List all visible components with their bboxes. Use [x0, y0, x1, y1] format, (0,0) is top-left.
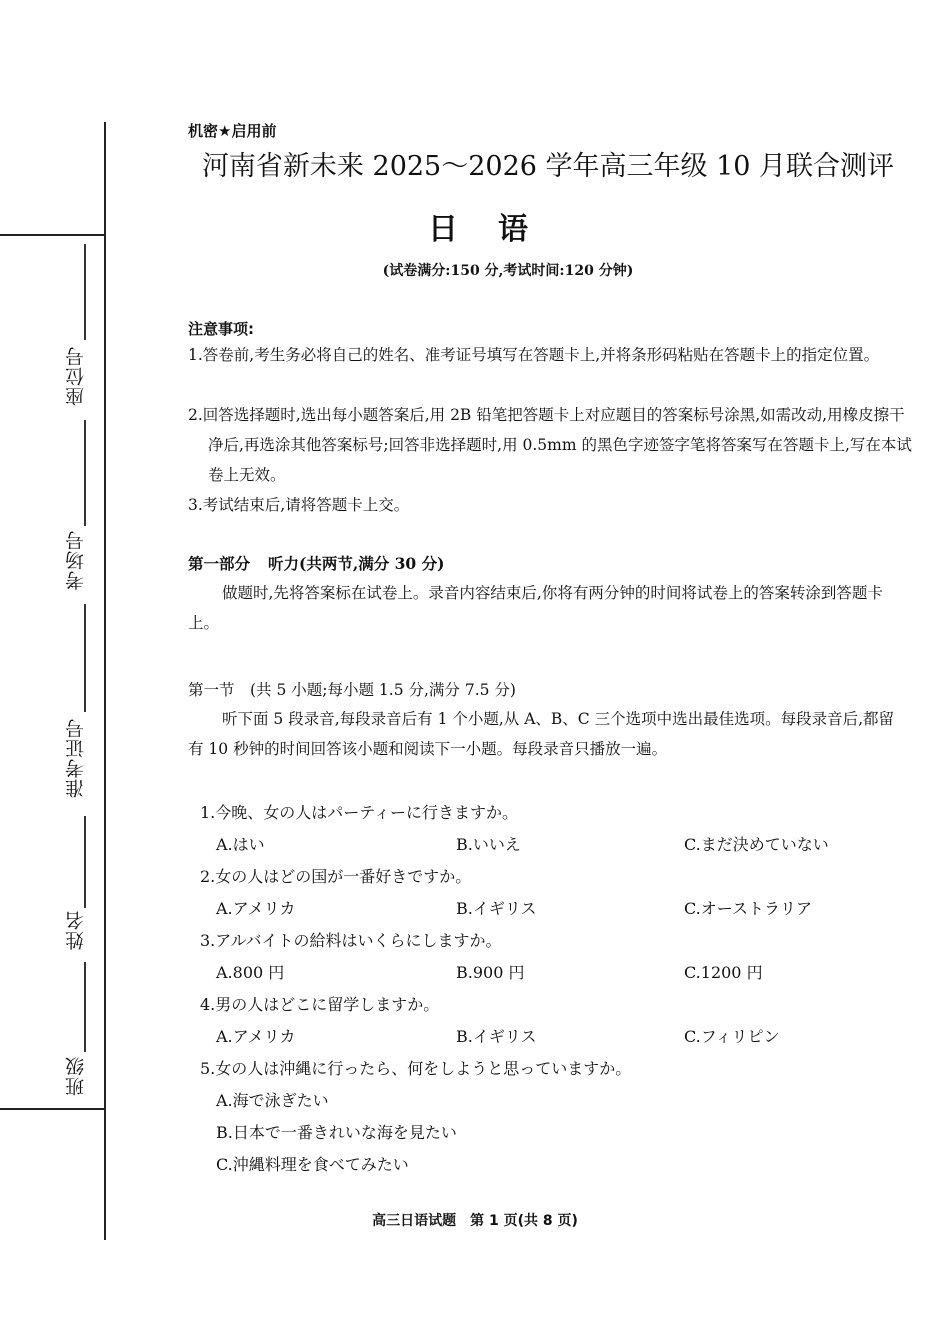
q5-option-a: A.海で泳ぎたい: [216, 1091, 329, 1110]
class-label: 班级: [65, 1056, 87, 1096]
binding-vertical-line: [104, 122, 106, 1240]
binding-line-top: [0, 234, 104, 236]
notice-item: 3.考试结束后,请将答题卡上交。: [188, 496, 410, 514]
notice-item: 2.回答选择题时,选出每小题答案后,用 2B 铅笔把答题卡上对应题目的答案标号涂黑,如需改动,用橡皮擦干净后,再选涂其他答案标号;回答非选择题时,用 0.5mm 的黑色字迹签字笔将答案写在答题卡上,写在本试卷上无效。: [188, 406, 912, 484]
q3-option-a: A.800 円: [216, 963, 285, 982]
candidate-number-label: 准考证号: [65, 718, 87, 798]
q4-option-b: B.イギリス: [456, 1027, 537, 1046]
name-line: [84, 816, 86, 908]
part1-title: [188, 552, 444, 574]
seat-number-label: 座位号: [65, 346, 87, 406]
q2-option-a: A.アメリカ: [216, 899, 296, 918]
binding-margin: [0, 0, 120, 1343]
q5-option-b: B.日本で一番きれいな海を見たい: [216, 1123, 457, 1142]
q1-option-b: B.いいえ: [456, 835, 521, 854]
seat-number-line: [84, 244, 86, 340]
q3-option-c: C.1200 円: [684, 963, 763, 982]
q5-option-c: C.沖縄料理を食べてみたい: [216, 1155, 409, 1174]
q4-option-a: A.アメリカ: [216, 1027, 296, 1046]
question-2: 2.女の人はどの国が一番好きですか。: [200, 867, 472, 886]
section1-title: 第一节 (共 5 小题;每小题 1.5 分,满分 7.5 分): [188, 681, 516, 699]
name-label: 姓名: [65, 910, 87, 950]
part1-label: 第一部分: [188, 554, 251, 573]
exam-title: 河南省新未来 2025～2026 学年高三年级 10 月联合测评: [201, 151, 895, 182]
subject-title: 日语: [428, 212, 568, 247]
part1-heading: 听力(共两节,满分 30 分): [268, 554, 445, 573]
q3-option-b: B.900 円: [456, 963, 525, 982]
q4-option-c: C.フィリピン: [684, 1027, 780, 1046]
exam-room-label: 考场号: [65, 530, 87, 590]
question-1: 1.今晚、女の人はパーティーに行きますか。: [200, 803, 518, 822]
q1-option-a: A.はい: [216, 835, 265, 854]
class-line: [84, 962, 86, 1052]
question-3: 3.アルバイトの給料はいくらにしますか。: [200, 931, 502, 950]
notice-item: 1.答卷前,考生务必将自己的姓名、准考证号填写在答题卡上,并将条形码粘贴在答题卡上的指定位置。: [188, 346, 880, 364]
part1-instruction: 做题时,先将答案标在试卷上。录音内容结束后,你将有两分钟的时间将试卷上的答案转涂到答题卡上。: [188, 584, 883, 632]
question-5: 5.女の人は沖縄に行ったら、何をしようと思っていますか。: [200, 1059, 632, 1078]
q2-option-b: B.イギリス: [456, 899, 537, 918]
exam-info: (试卷满分:150 分,考试时间:120 分钟): [382, 263, 634, 279]
section1-instruction: 听下面 5 段录音,每段录音后有 1 个小题,从 A、B、C 三个选项中选出最佳选项。每段录音后,都留有 10 秒钟的时间回答该小题和阅读下一小题。每段录音只播放一遍。: [188, 710, 895, 758]
page-footer: 高三日语试题 第 1 页(共 8 页): [372, 1213, 578, 1229]
candidate-number-line: [84, 604, 86, 712]
question-4: 4.男の人はどこに留学しますか。: [200, 995, 440, 1014]
q1-option-c: C.まだ決めていない: [684, 835, 829, 854]
q2-option-c: C.オーストラリア: [684, 899, 812, 918]
exam-room-line: [84, 420, 86, 526]
confidential-mark: 机密★启用前: [188, 122, 277, 140]
binding-line-bottom: [0, 1108, 104, 1110]
notice-title: 注意事项:: [188, 320, 254, 338]
